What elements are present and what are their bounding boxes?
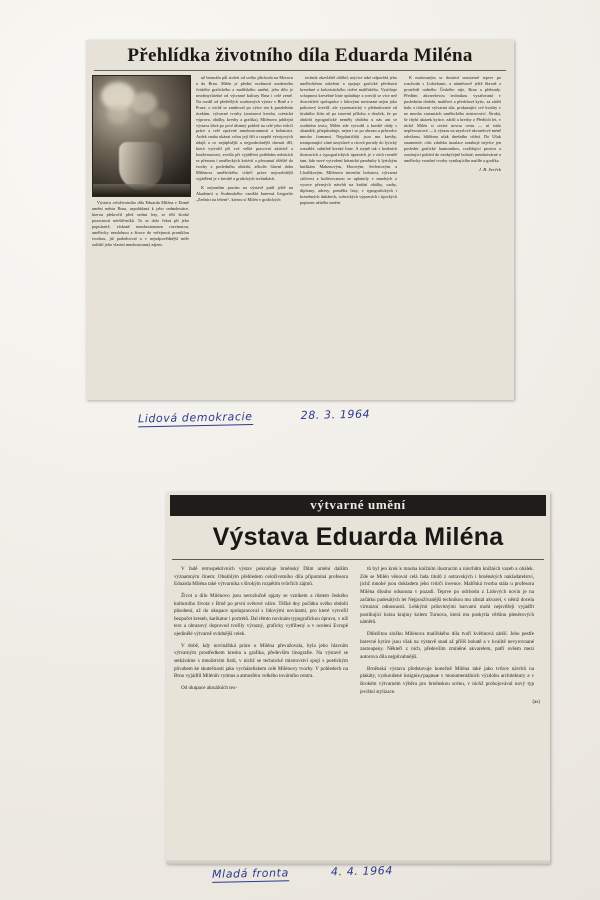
clipping2-headline: Výstava Eduarda Miléna (212, 523, 504, 551)
clipping1-col2-para-2: K nejranším pracím na výstavě patří ještě na Akademii u Švabinského vzniklá barevná litografie „Zedníci na lešení“, kterou si Milén v grafických (196, 185, 293, 202)
newspaper-clipping-mlada-fronta (166, 492, 550, 864)
clipping2-col1-para-2: Život a dílo Milénovo jsou nerozlučně spjaty se vznikem a růstem českého kulturního života v Brně po první světové válce. Těžké dny počátku svého období působení, až do okupace spolupracoval s lidovými novinami, pro které vytvořil bezpočet kreseb, karikatur i portrétů. Dal těmto novinám typografickou úpravu, v níž text a obrazový doprovod tvořily výrazný, graficky vytříbený a v ucelení Evropě ojedinělé výtvarně svůdnější celek. (174, 592, 348, 638)
note2-date: 4. 4. 1964 (330, 864, 394, 879)
clipping1-headline: Přehlídka životního díla Eduarda Miléna (127, 45, 473, 66)
clipping2-col2-para-2: Důležitou složku Milénova malířského díla tvoří květinová zátiší. Jeho pestře barevné kytice jsou však na výstavě snad až příliš bohatě a v kvalitě nevyrovnané zastoupeny. Někteří z nich, především zmíněné akvarelem, patří ovšem mezi autorova díla nejpůvabnější. (360, 631, 534, 661)
clipping2-col2-para-3: Brněnská výstava představuje konečně Miléna také jako tvůrce návrhů na plakáty, vyzkoušené insignie,градные v monumentálních výzdobu architektury a v širokém výtvarném výběru pro brněnskou scénu, v nichž probojovával nový typ jevištní stylizace. (360, 665, 534, 695)
clipping2-column-1 (174, 566, 348, 700)
note1-source: Lidová demokracie (137, 410, 253, 426)
clipping1-col3-para-1: technik obzvláště oblíbil, nejvíce také odpovídá jeho uměleckému založení a spojuje grafické přednosti kresebné a koloristického citění malířského. Vystihuje schopnost kresebné linie uplatňuje a rozvíjí se více než dvacetileté spolupráce s lidovými novinami nejen jako pohotový kreslíř, ale systematický v přebudované od titulního štítu až po insertní přílohu a doušek, že po období typografické neměly obdobu u nás ani se osobitém textu, Milén zde vytvořil a kresbě obdy s okamžik, přizpůsobuje, nejen i se po obrazu a průvodce mnoho formami. Nejplastičtěji jsou mu kresby, transponující sítné umyslavé a citová porady do lyrický rozsáhlé, subtilně kreské linie. A stejně tak v knižních ilustracích a typografických úpravách je v ních rovněž tam, kde nové vytvoření básnické pandruhy k lyrickým knižkám Mahenovým, Horovým, Seifertovým a Lhotlíkovým. Milénova invenční bohatost, výtvarná citlivost a kultivovanost se uplatnily v mnohých z vysoce přesných návrhů na knižní obálky, sazby, diplomy, adresy, poměšta listy, v typografických i kresebných dukátech, scénických výpravách i tipických popisem užitého umění. (300, 74, 397, 205)
clipping2-signature: (as) (532, 700, 540, 706)
clipping2-col1-para-4: Od okupace aktuálních tex- (181, 684, 238, 691)
clipping2-headline-rule (172, 559, 544, 560)
clipping2-col1-para-1: V řadě retrospektivních výstav pokračuje brněnský Dům umění dalším významným činem: Obsáhlým přehledem celoživotního díla připomíná profesora Eduarda Miléna také výtvarníka s širokým rozpětím tvůrčích zájmů. (174, 566, 348, 588)
clipping1-column-2 (196, 75, 293, 206)
clipping2-rubric: výtvarné umění (170, 495, 546, 516)
clipping1-column-1 (92, 75, 189, 251)
clipping1-col1-para-1: Výstava celoživotního díla Eduarda Miléna v Domě umění města Brna, uspořádaná k jeho sedmdesátce, kterou překročil před sedmi lety, se těší široké pozornosti návštěvníků. To se dalo čekat při jeho popularitě, získané mnohostrannou rozvinutou, umělecky nezdolnou a široce do veřejnosti proniklou tvorbou, již podněcoval a v nejodpovědnější míře zaštítil jeho vlastní mnohostranný zájem. (92, 199, 189, 247)
still-life-painting-photo (92, 75, 191, 197)
clipping1-signature: J. B. Svrček (478, 167, 501, 173)
note2-source: Mladá fronta (211, 866, 289, 881)
clipping1-col4-para-1: K malovaným se dostává soustavně teprve po rozchodu s Lidovkami, a náměstově ještě hlavně z prostředí rodného Českého ráje, Brna a přehrady. Předtím akvarelovou technikou vyzařovaná v posledním období, malířovi a předchozí kytic, za zátiší halu a tiskovní výtvarná síla, prokazující své kvality v ne mnoha variantách uměleckého mistrovství. Široká, še chybí ukázek kytice, zátiší a kresby z Předtích let, v nichž Milén si otvírá novou cestu — ní stálo nepřesostrové — k výrazu na snyslové akvarelové méně zdviženu, blížítmu ušak dnešního cítění. Do Ušak znamenité, cítíc zdaleka inzulace zasahuje nejvíce jen poslední grafické harmonikos, rozšiřující prostor a zastírající pohled do neobyčejně bohaté, mnohotvárné a umělecky vzrušné tvorby vynikajícího malíře a grafika. (404, 74, 501, 164)
note1-date: 28. 3. 1964 (300, 407, 371, 423)
handwritten-note-source-1 (138, 408, 370, 426)
clipping2-column-2 (360, 566, 534, 700)
clipping1-column-3 (300, 75, 397, 209)
clipping2-col1-para-3: V době, kdy novinářská práce u Miléna převažovala, byla jeho hlavním výtvarným prostředkem kresba a grafika, především linografie. Na výstavě se setkáváme s množstvím listů, v nichž se technické mistrovství spojí s poetickým půvabem ke skutečnosti jako vycházeliskem celé Milénovy tvorby. V pohledech na Brno vyjádřil Milénův rytmus a atmosféru velkého továrního centra. (174, 642, 348, 680)
newspaper-clipping-lidova-demokracie (86, 40, 514, 400)
handwritten-note-source-2 (212, 864, 393, 881)
clipping2-col2-para-1: tů byl jen krok k mnoha knižním ilustracím a návrhům knižních vazeb a obálek. Zde se Milén věnoval celá řada titulů z ostravských i brněnských nakladatelství, jichž mnohé jsou dokladem jeho tvůrčí invence. Malířská tvorba stála u profesora Miléna dlouho odsunuta v pozadí. Teprve po odchodu z Lidových novin je na začátku padesátých let Nejpoužívanější technikou mu zůstal akvarel, v němž docela virtuózní odnosností. Lehkými průsvitnými barvami mohl nejsvěžeji vyjádřit postihující krásu krajiny kolem Turnova, která mu poskytla většinu plenérových námětů. (360, 566, 534, 626)
clipping2-bottom-edge (166, 860, 550, 864)
clipping1-columns (92, 75, 508, 251)
clipping1-column-4 (404, 75, 501, 174)
headline-rule (94, 70, 506, 71)
clipping2-columns (166, 566, 550, 700)
clipping1-col2-para-1: už bezmála půl století od svého příchodu na Moravu a do Brna. Milén je přední osobností moderního českého grafického a malířského umění, jeho dílo je neodmyslitelné od výtvarné kultury Brna i celé země. Na rozdíl od předešlých souborných výstav v Brně a v Praze, o nichž se zmiňoval po výtce ten k paralelním úsekům, výtvarné tvorby (nosinová kresba, scénická výprava, obálky, kresby a grafika), Milénova jubilejní výstava dává po prvé úhrnný pohled na celé jeho tvůrčí práce a celé zprávné mnohostrannosti a bohatosti. Ardek snaha ukázat celou její šíři a rozpětí vývojových údajů a co nejúplnější a nejpodrobnější shrnutí děl, která vytvořil při své velké pracovní aktivitě a houževnatosti, svedla při vyjádření potřebám měnících se přesunu i uměleckých kritérií a přesunutí těžiště do tvorby z posledního období, ačkoliv hlavní doba Milénova uměleckého tvůrčí práce nejosobitější vyjádření je v kresbě a grafických technikách. (196, 74, 293, 182)
